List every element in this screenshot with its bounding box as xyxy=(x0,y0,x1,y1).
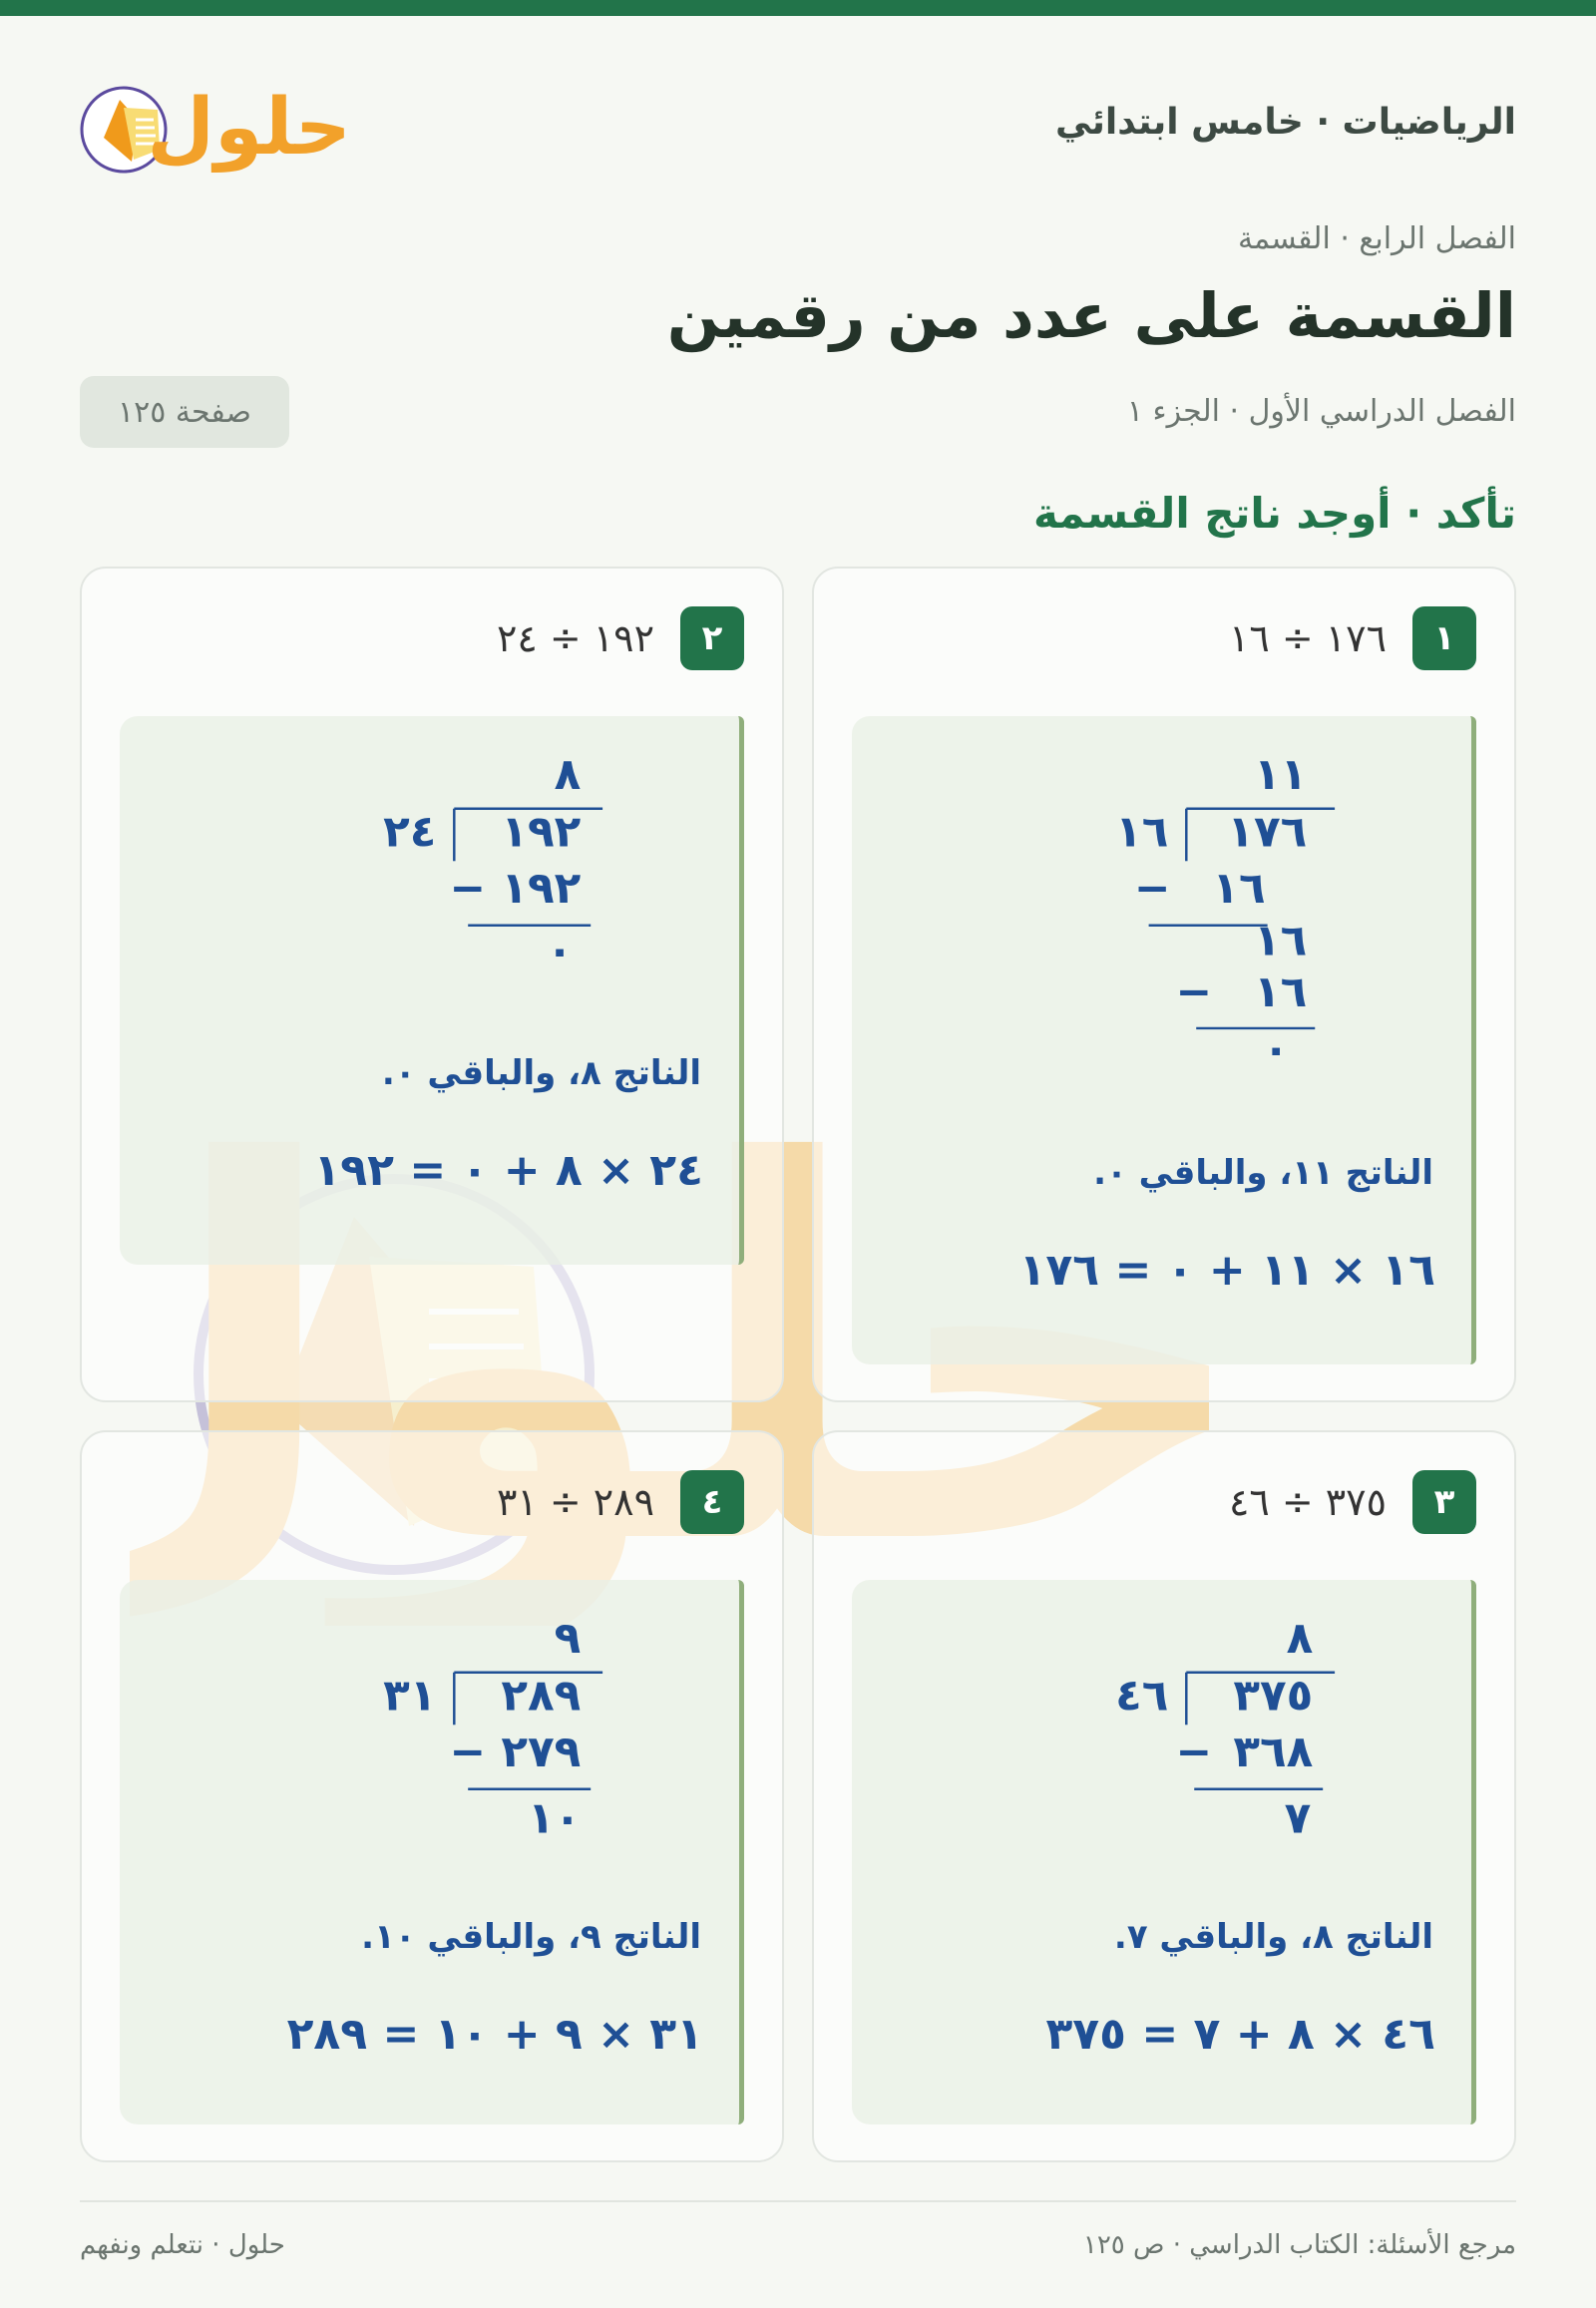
exercise-number-badge: ١ xyxy=(1412,606,1476,670)
subtract-step: ٢٧٩ xyxy=(501,1726,582,1777)
dividend: ١٧٦ xyxy=(1227,806,1308,858)
exercise-card-2 xyxy=(80,567,784,1402)
exercise-number-badge: ٢ xyxy=(680,606,744,670)
minus-sign: − xyxy=(449,1726,487,1777)
exercise-header xyxy=(497,606,744,670)
exercise-card-3 xyxy=(812,1430,1516,2162)
term-label: الفصل الدراسي الأول · الجزء ١ xyxy=(1126,394,1516,429)
remainder: ٧ xyxy=(1284,1792,1312,1844)
page-number-badge: صفحة ١٢٥ xyxy=(80,376,289,448)
solution-panel xyxy=(852,716,1476,1364)
dividend: ١٩٢ xyxy=(501,806,582,858)
divisor: ٤٦ xyxy=(1115,1670,1169,1722)
solution-panel xyxy=(852,1580,1476,2124)
quotient: ٩ xyxy=(554,1612,582,1664)
exercise-header xyxy=(1229,606,1476,670)
footer-reference: مرجع الأسئلة: الكتاب الدراسي · ص ١٢٥ xyxy=(1082,2230,1516,2260)
solution-panel xyxy=(120,716,744,1265)
dividend: ٣٧٥ xyxy=(1233,1670,1314,1722)
exercise-number-badge: ٤ xyxy=(680,1470,744,1534)
top-accent-bar xyxy=(0,0,1596,16)
long-division xyxy=(852,1580,1471,1939)
page-title: القسمة على عدد من رقمين xyxy=(666,279,1516,352)
subtract-step: ٣٦٨ xyxy=(1233,1726,1314,1777)
minus-sign: − xyxy=(1175,966,1213,1018)
exercise-problem: ٢٨٩ ÷ ٣١ xyxy=(496,1480,654,1524)
exercise-problem: ٣٧٥ ÷ ٤٦ xyxy=(1228,1480,1387,1524)
minus-sign: − xyxy=(1133,862,1171,914)
check-equation: ١٦ × ١١ + ٠ = ١٧٦ xyxy=(1018,1245,1435,1296)
remainder: ١٠ xyxy=(528,1792,582,1844)
result-text: الناتج ٩، والباقي ١٠. xyxy=(361,1917,701,1957)
long-division xyxy=(852,716,1471,1075)
result-text: الناتج ٨، والباقي ٠. xyxy=(381,1053,701,1093)
brand-logo[interactable] xyxy=(80,62,359,182)
bring-down-value: ١٦ xyxy=(1254,915,1308,966)
subject-grade: الرياضيات · خامس ابتدائي xyxy=(1054,102,1516,143)
exercise-header xyxy=(1229,1470,1476,1534)
exercise-card-1 xyxy=(812,567,1516,1402)
long-division xyxy=(120,716,739,1075)
exercise-number-badge: ٣ xyxy=(1412,1470,1476,1534)
check-equation: ٢٤ × ٨ + ٠ = ١٩٢ xyxy=(313,1145,703,1196)
long-division xyxy=(120,1580,739,1939)
subtract-step: ١٩٢ xyxy=(501,862,582,914)
footer-tagline: حلول · نتعلم ونفهم xyxy=(80,2230,285,2260)
quotient: ٨ xyxy=(554,748,582,800)
divisor: ٢٤ xyxy=(383,806,437,858)
logo-wordmark: حلول xyxy=(147,83,351,173)
minus-sign: − xyxy=(1175,1726,1213,1777)
remainder: ٠ xyxy=(546,925,574,976)
divisor: ٣١ xyxy=(383,1670,437,1722)
check-equation: ٤٦ × ٨ + ٧ = ٣٧٥ xyxy=(1045,2009,1435,2060)
exercise-problem: ١٩٢ ÷ ٢٤ xyxy=(496,616,654,660)
dividend: ٢٨٩ xyxy=(501,1670,582,1722)
check-equation: ٣١ × ٩ + ١٠ = ٢٨٩ xyxy=(286,2009,703,2060)
section-heading: تأكد · أوجد ناتج القسمة xyxy=(1032,489,1516,538)
divisor: ١٦ xyxy=(1115,806,1169,858)
page-header xyxy=(80,62,1516,182)
exercise-problem: ١٧٦ ÷ ١٦ xyxy=(1228,616,1387,660)
remainder: ٠ xyxy=(1262,1023,1290,1075)
footer-divider xyxy=(80,2200,1516,2202)
subtract-step: ١٦ xyxy=(1212,862,1266,914)
minus-sign: − xyxy=(449,862,487,914)
exercise-card-4 xyxy=(80,1430,784,2162)
result-text: الناتج ٨، والباقي ٧. xyxy=(1113,1917,1433,1957)
exercise-header xyxy=(497,1470,744,1534)
quotient: ١١ xyxy=(1254,748,1308,800)
subtract-step: ١٦ xyxy=(1254,966,1308,1018)
result-text: الناتج ١١، والباقي ٠. xyxy=(1093,1153,1433,1193)
chapter-label: الفصل الرابع · القسمة xyxy=(1237,221,1516,256)
quotient: ٨ xyxy=(1286,1612,1314,1664)
solution-panel xyxy=(120,1580,744,2124)
